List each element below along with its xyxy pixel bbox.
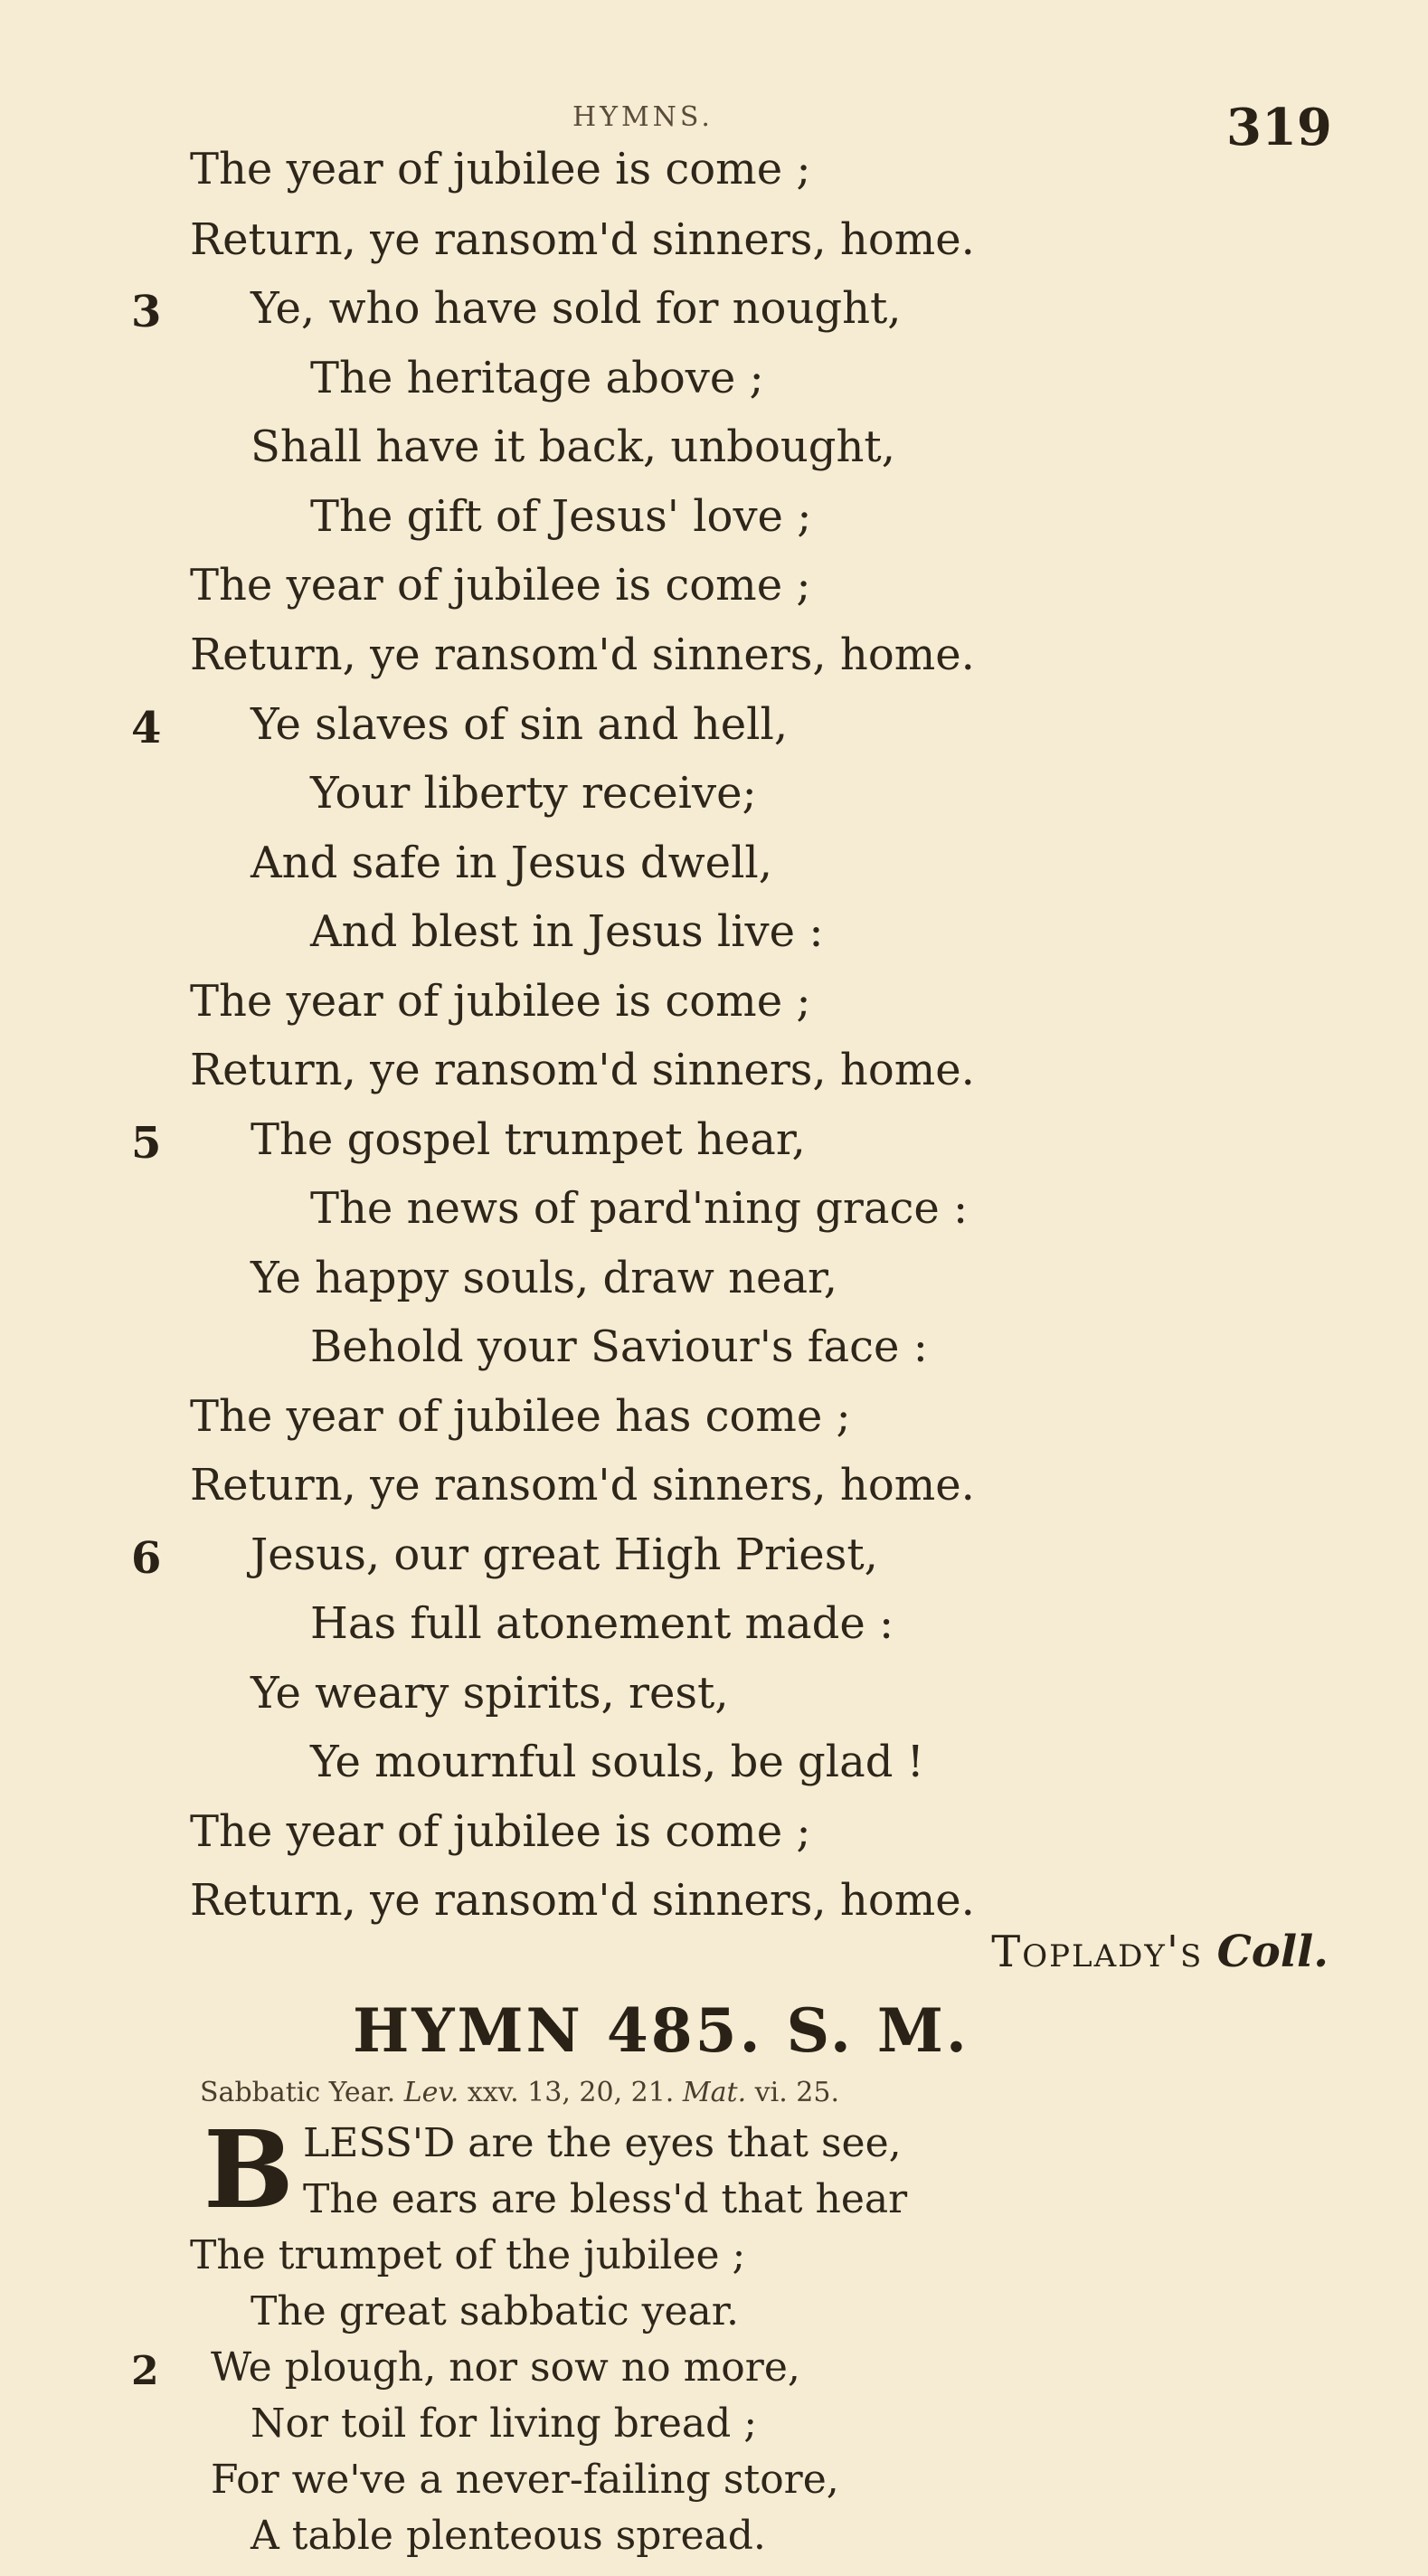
verse-line: Return, ye ransom'd sinners, home. (190, 1875, 975, 1926)
verse-line: The year of jubilee is come ; (190, 560, 811, 611)
reference-book: Lev. (403, 2077, 459, 2108)
verse-line: Has full atonement made : (310, 1598, 894, 1649)
verse-line: The gospel trumpet hear, (251, 1114, 806, 1165)
verse-line: For we've a never-failing store, (211, 2457, 839, 2503)
verse-line: Shall have it back, unbought, (251, 421, 895, 472)
stanza-number: 2 (131, 2348, 159, 2394)
verse-line: The year of jubilee is come ; (190, 144, 811, 194)
attribution-author: Toplady's (991, 1927, 1204, 1977)
reference-book: Mat. (682, 2077, 747, 2108)
verse-line: Nor toil for living bread ; (251, 2401, 758, 2447)
verse-line: Return, ye ransom'd sinners, home. (190, 1045, 975, 1095)
stanza-number: 5 (131, 1118, 162, 1169)
verse-line: And safe in Jesus dwell, (251, 838, 773, 888)
verse-line: Return, ye ransom'd sinners, home. (190, 630, 975, 680)
verse-line: Ye slaves of sin and hell, (251, 699, 789, 750)
verse-line: Your liberty receive; (310, 768, 757, 819)
verse-line: Behold your Saviour's face : (310, 1321, 928, 1372)
reference-citation: vi. 25. (754, 2077, 839, 2108)
reference-subject: Sabbatic Year. (200, 2077, 396, 2108)
verse-line: Return, ye ransom'd sinners, home. (190, 214, 975, 265)
verse-line: The year of jubilee is come ; (190, 1806, 811, 1857)
stanza-number: 4 (131, 703, 162, 753)
verse-line: A table plenteous spread. (251, 2513, 766, 2559)
verse-line: Jesus, our great High Priest, (251, 1530, 878, 1580)
verse-line: Return, ye ransom'd sinners, home. (190, 1460, 975, 1511)
page-number: 319 (1226, 98, 1332, 157)
verse-line: The great sabbatic year. (251, 2288, 739, 2334)
attribution-collection: Coll. (1216, 1927, 1329, 1977)
stanza-number: 3 (131, 287, 162, 337)
reference-citation: xxv. 13, 20, 21. (467, 2077, 675, 2108)
verse-line: Ye weary spirits, rest, (251, 1668, 729, 1719)
verse-line: The year of jubilee has come ; (190, 1391, 851, 1442)
verse-line: The year of jubilee is come ; (190, 976, 811, 1027)
running-title: HYMNS. (572, 101, 714, 133)
verse-line: LESS'D are the eyes that see, (303, 2120, 902, 2166)
verse-line: And blest in Jesus live : (310, 906, 824, 957)
verse-line: The ears are bless'd that hear (303, 2176, 908, 2222)
stanza-number: 6 (131, 1533, 162, 1584)
verse-line: The gift of Jesus' love ; (310, 491, 812, 542)
verse-line: Ye, who have sold for nought, (251, 283, 902, 334)
drop-cap: B (203, 2107, 294, 2232)
verse-line: We plough, nor sow no more, (211, 2344, 800, 2391)
verse-line: Ye mournful souls, be glad ! (310, 1737, 924, 1787)
verse-line: Ye happy souls, draw near, (251, 1253, 837, 1303)
verse-line: The news of pard'ning grace : (310, 1183, 969, 1234)
verse-line: The heritage above ; (310, 353, 764, 403)
hymn-title: HYMN 485. S. M. (353, 1995, 969, 2066)
verse-line: The trumpet of the jubilee ; (190, 2232, 746, 2278)
